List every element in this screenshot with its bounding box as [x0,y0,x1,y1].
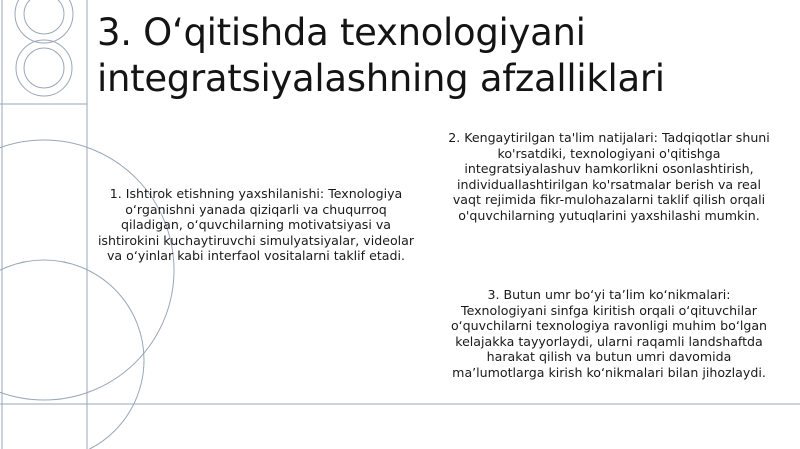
point-1-heading: 1. Ishtirok etishning yaxshilanishi: [109,186,325,201]
point-1-body: Texnologiya o‘rganishni yanada qiziqarli va chuqurroq qiladigan, o‘quvchilarning motivatsiyasi va ishtirokini kuchaytiruvchi simulyatsiyalar, videolar va o‘yinlar kabi interfaol vositalarni taklif etadi. [97,186,415,263]
point-3 [444,287,774,380]
point-1 [95,186,417,264]
deco-circle-mid-inner [24,48,64,88]
point-2 [444,130,774,223]
point-2-body: Tadqiqotlar shuni ko'rsatdiki, texnologiyani o'qitishga integratsiyalashuv hamkorlikni osonlashtirish, individuallashtirilgan ko'rsatmalar berish va real vaqt rejimida fikr-mulohazalarni taklif qilish orqali o'quvchilarning yutuqlarini yaxshilashi mumkin. [452,130,770,223]
deco-circle-top-outer [15,0,73,43]
deco-circle-large-lower [0,260,144,449]
point-3-heading: 3. Butun umr bo‘yi ta’lim ko‘nikmalari: [487,287,731,302]
slide-title: 3. O‘qitishda texnologiyani integratsiyalashning afzalliklari [97,11,665,100]
deco-circle-mid-outer [16,40,72,96]
point-2-heading: 2. Kengaytirilgan ta'lim natijalari: [448,130,658,145]
deco-circle-large-upper [0,140,174,400]
point-3-body: Texnologiyani sinfga kiritish orqali o‘qituvchilar o‘quvchilarni texnologiya ravonligi muhim bo‘lgan kelajakka tayyorlaydi, ularni raqamli landshaftda harakat qilish va butun umri davomida ma’lumotlarga kirish ko‘nikmalari bilan jihozlaydi. [450,302,768,380]
deco-circle-top-inner [24,0,64,34]
